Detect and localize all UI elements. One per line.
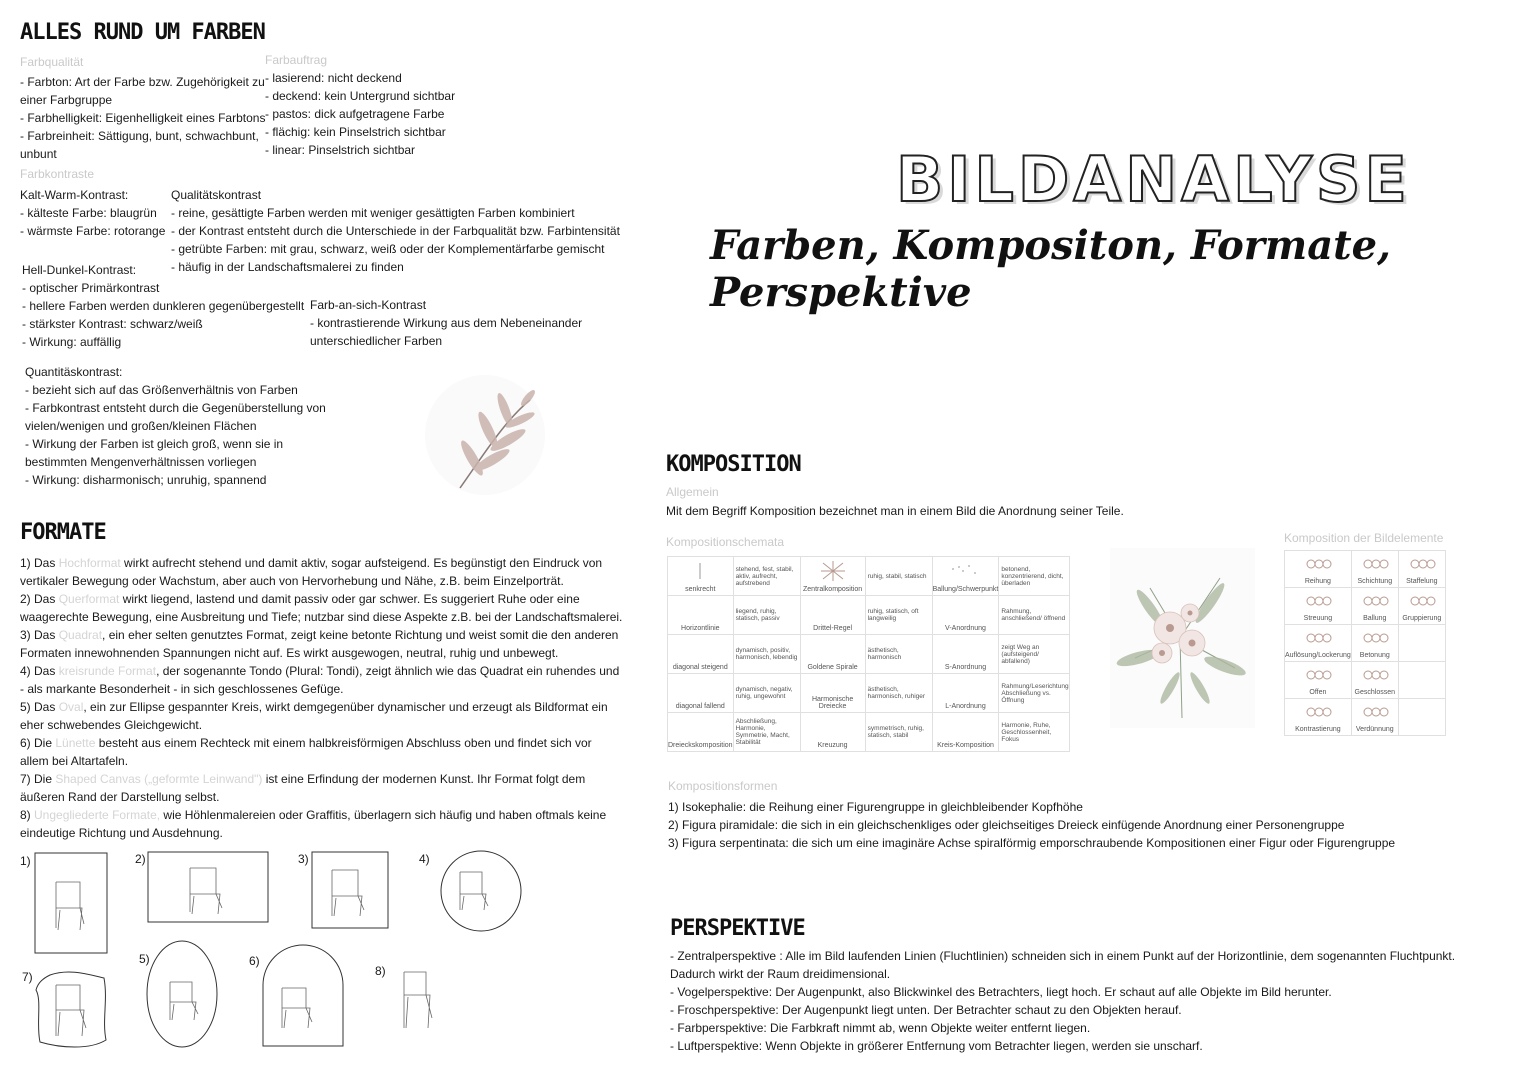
schemata-row [668, 596, 1070, 635]
formate-text-part: , der sogenannte Tondo (Plural: Tondi), zeigt ähnlich wie das Quadrat ein ruhendes und [156, 664, 620, 678]
sketch-label-1: 1) [20, 854, 31, 868]
schema-description [865, 557, 932, 596]
schema-description [733, 596, 800, 635]
bildelement-cell [1285, 699, 1352, 736]
formate-line [20, 752, 622, 770]
schema-cell [668, 635, 734, 674]
schema-cell [800, 713, 865, 752]
sketch-label-8: 8) [375, 964, 386, 978]
bildelemente-row [1285, 551, 1446, 588]
formate-text-part: wirkt liegend, lastend und damit passiv oder gar schwer. Es suggeriert Ruhe oder eine [119, 592, 580, 606]
formate-line [20, 788, 622, 806]
schema-label: ruhig, stabil, statisch [867, 572, 927, 580]
bildelement-cell [1398, 588, 1445, 625]
schema-cell [932, 674, 999, 713]
schema-description [733, 557, 800, 596]
text-line: - Farbhelligkeit: Eigenhelligkeit eines Farbtons [20, 111, 266, 125]
schemata-row [668, 713, 1070, 752]
formate-line [20, 698, 622, 716]
page-title: BILDANALYSE [896, 143, 1411, 216]
formen-text [668, 798, 1395, 852]
schema-label: Kreuzung [817, 742, 848, 749]
format-term: Quadrat [58, 628, 103, 642]
sketch-label-6: 6) [249, 954, 260, 968]
text-line: - bezieht sich auf das Größenverhältnis von Farben [25, 383, 298, 397]
schema-cell [668, 674, 734, 713]
schema-description [999, 635, 1069, 674]
text-line: - flächig: kein Pinselstrich sichtbar [265, 125, 446, 139]
formate-text [20, 554, 622, 842]
bildelemente-title: Komposition der Bildelemente [1284, 531, 1444, 545]
schema-cell [932, 635, 999, 674]
text-line: 1) Isokephalie: die Reihung einer Figurengruppe in gleichbleibender Kopfhöhe [668, 800, 1083, 814]
sketch-label-3: 3) [298, 852, 309, 866]
bildelement-cell [1351, 662, 1398, 699]
formate-line [20, 572, 622, 590]
schema-label: zeigt Weg an (aufsteigend/ abfallend) [1001, 643, 1040, 665]
schema-description [999, 713, 1069, 752]
text-line: - Wirkung der Farben ist gleich groß, wenn sie in [25, 437, 284, 451]
schema-label: diagonal fallend [675, 703, 725, 710]
sketch-label-4: 4) [419, 852, 430, 866]
farbauftrag-text [265, 69, 455, 159]
text-line: - kontrastierende Wirkung aus dem Nebeneinander [310, 316, 583, 330]
sketch-label-7: 7) [22, 970, 33, 984]
text-line: - lasierend: nicht deckend [265, 71, 402, 85]
formate-line [20, 662, 622, 680]
bildelement-label: Offen [1309, 689, 1327, 696]
farbkontraste-title: Farbkontraste [20, 167, 95, 181]
schema-label: Abschließung, Harmonie, Symmetrie, Macht, Stabilität [735, 718, 790, 746]
schema-description [865, 635, 932, 674]
text-line: - Froschperspektive: Der Augenpunkt liegt unten. Der Betrachter schaut zu den Objekten herauf. [670, 1003, 1182, 1017]
formate-text-part: ist eine Erfindung der modernen Kunst. Ihr Format folgt dem [262, 772, 586, 786]
formate-text-part: allem bei Altartafeln. [20, 754, 129, 768]
schema-label: dynamisch, positiv, harmonisch, lebendig [735, 647, 798, 661]
bildelemente-row [1285, 588, 1446, 625]
bildelement-label: Reihung [1304, 578, 1331, 585]
flower-bouquet-icon [1110, 548, 1255, 728]
format-term: Shaped Canvas („geformte Leinwand") [55, 772, 263, 786]
bildelement-label: Ballung [1363, 615, 1387, 622]
schemata-row [668, 635, 1070, 674]
formate-line [20, 806, 622, 824]
text-line: - Wirkung: auffällig [22, 335, 122, 349]
farbauftrag-title: Farbauftrag [265, 53, 328, 67]
schema-description [733, 635, 800, 674]
text-line: einer Farbgruppe [20, 93, 113, 107]
bildelement-cell [1285, 588, 1352, 625]
text-line: Dadurch wirkt der Raum dreidimensional. [670, 967, 891, 981]
bildelement-cell [1351, 551, 1398, 588]
schema-label: Harmonie, Ruhe, Geschlossenheit, Fokus [1001, 721, 1052, 743]
schema-description [999, 596, 1069, 635]
bildelement-cell [1285, 662, 1352, 699]
schema-cell [932, 557, 999, 596]
sketch-label-5: 5) [139, 952, 150, 966]
schema-label: Zentralkomposition [803, 586, 863, 593]
formate-heading: FORMATE [20, 520, 106, 545]
text-line: - häufig in der Landschaftsmalerei zu finden [171, 260, 404, 274]
formate-text-part: 2) Das [20, 592, 59, 606]
formate-text-part: 5) Das [20, 700, 59, 714]
bildelemente-row [1285, 699, 1446, 736]
schema-description [865, 596, 932, 635]
text-line: bestimmten Mengenverhältnissen vorliegen [25, 455, 257, 469]
bildelement-cell [1351, 588, 1398, 625]
schema-cell [668, 557, 734, 596]
formate-text-part: wirkt aufrecht stehend und damit aktiv, sogar aufsteigend. Es begünstigt den Eindruck von [120, 556, 603, 570]
text-line: 3) Figura serpentinata: die sich um eine imaginäre Achse spiralförmig emporschraubende Kompositionen einer Figur oder Figurengruppe [668, 836, 1396, 850]
formate-text-part: äußeren Rand der Darstellung selbst. [20, 790, 220, 804]
bildelement-cell [1398, 625, 1445, 662]
schema-label: Dreieckskomposition [668, 742, 733, 749]
kompositionsschemata-table [667, 556, 1070, 752]
formate-text-part: 3) Das [20, 628, 59, 642]
text-line: - der Kontrast entsteht durch die Unterschiede in der Farbqualität bzw. Farbintensität [171, 224, 620, 238]
schema-label: Horizontlinie [681, 625, 720, 632]
text-line: - reine, gesättigte Farben werden mit weniger gesättigten Farben kombiniert [171, 206, 575, 220]
quantitaetskontrast [25, 363, 326, 489]
schema-cell [668, 596, 734, 635]
formate-text-part: vertikaler Bewegung oder Wachstum, aber auch von Hervorhebung und Nähe, z.B. beim Einzelporträt. [20, 574, 564, 588]
schema-label: Kreis-Komposition [937, 742, 994, 749]
bildelement-label: Verdünnung [1355, 726, 1394, 733]
formate-line [20, 716, 622, 734]
format-term: kreisrunde Format [58, 664, 157, 678]
schema-cell [800, 674, 865, 713]
formate-text-part: - als markante Besonderheit - in sich geschlossenes Gefüge. [20, 682, 344, 696]
formate-line [20, 608, 622, 626]
bildelement-label: Streuung [1303, 615, 1333, 622]
formate-text-part: eher schwebendes Gleichgewicht. [20, 718, 203, 732]
formate-text-part: 8) [20, 808, 35, 822]
kalt-warm-kontrast [20, 186, 165, 240]
text-line: - Farbreinheit: Sättigung, bunt, schwachbunt, [20, 129, 259, 143]
bildelement-cell [1398, 551, 1445, 588]
bildelement-label: Betonung [1359, 652, 1390, 659]
text-line: 2) Figura piramidale: die sich in ein gleichschenkliges oder gleichseitiges Dreieck einfügende Anordnung einer Personengruppe [668, 818, 1345, 832]
schema-cell [800, 596, 865, 635]
formate-text-part: besteht aus einem Rechteck mit einem halbkreisförmigen Abschluss oben und findet sich vor [95, 736, 592, 750]
formate-text-part: 7) Die [20, 772, 56, 786]
text-line: - getrübte Farben: mit grau, schwarz, weiß oder der Komplementärfarbe gemischt [171, 242, 605, 256]
perspektive-heading: PERSPEKTIVE [670, 916, 805, 941]
formate-text-part: , ein eher selten genutztes Format, zeigt keine betonte Richtung und weist somit die den anderen [102, 628, 619, 642]
text-line: - Zentralperspektive : Alle im Bild laufenden Linien (Fluchtlinien) schneiden sich in einem Punkt auf der Horizontlinie, dem sogenannten Fluchtpunkt. [670, 949, 1456, 963]
hell-dunkel-kontrast [22, 261, 304, 351]
bildelement-cell [1285, 625, 1352, 662]
schema-description [865, 713, 932, 752]
farben-heading: ALLES RUND UM FARBEN [20, 20, 265, 45]
text-line: - Luftperspektive: Wenn Objekte in größerer Entfernung vom Betrachter liegen, werden sie unscharf. [670, 1039, 1203, 1053]
schema-label: L-Anordnung [945, 703, 986, 710]
schema-label: betonend, konzentrierend, dicht, überladen [1001, 565, 1064, 587]
bildelement-cell [1398, 662, 1445, 699]
text-line: - Farbperspektive: Die Farbkraft nimmt ab, wenn Objekte weiter entfernt liegen. [670, 1021, 1091, 1035]
formate-text-part: Formaten innewohnenden Spannungen nicht auf. Es wirkt ausgewogen, neutral, ruhig und unbewegt. [20, 646, 559, 660]
formate-text-part: wie Höhlenmalereien oder Graffitis, überlagern sich häufig und haben oftmals keine [160, 808, 607, 822]
format-term: Oval [58, 700, 84, 714]
bildelement-label: Schichtung [1357, 578, 1393, 585]
schema-cell [800, 635, 865, 674]
formate-line [20, 590, 622, 608]
schema-label: Rahmung/Leserichtung Abschließung vs. Öffnung [1001, 682, 1069, 704]
schema-label: symmetrisch, ruhig, statisch, stabil [867, 725, 924, 739]
text-line: Quantitäskontrast: [25, 365, 123, 379]
bildelement-cell [1398, 699, 1445, 736]
bildelement-label: Staffelung [1406, 578, 1438, 585]
text-line: - Farbton: Art der Farbe bzw. Zugehörigkeit zu [20, 75, 265, 89]
bildelement-cell [1351, 699, 1398, 736]
text-line: Farb-an-sich-Kontrast [310, 298, 427, 312]
formate-text-part: 4) Das [20, 664, 59, 678]
formate-text-part: 6) Die [20, 736, 56, 750]
schema-description [733, 713, 800, 752]
allgemein-title: Allgemein [666, 485, 719, 499]
schema-cell [668, 713, 734, 752]
bildelemente-row [1285, 625, 1446, 662]
text-line: - Wirkung: disharmonisch; unruhig, spannend [25, 473, 267, 487]
formate-line [20, 554, 622, 572]
formate-line [20, 734, 622, 752]
text-line: - linear: Pinselstrich sichtbar [265, 143, 416, 157]
farbqualitaet-text [20, 73, 265, 163]
formate-line [20, 770, 622, 788]
schema-label: liegend, ruhig, statisch, passiv [735, 608, 780, 622]
text-line: - stärkster Kontrast: schwarz/weiß [22, 317, 203, 331]
bildelemente-table [1284, 550, 1446, 736]
formate-line [20, 644, 622, 662]
schema-cell [800, 557, 865, 596]
text-line: Hell-Dunkel-Kontrast: [22, 263, 137, 277]
text-line: - pastos: dick aufgetragene Farbe [265, 107, 445, 121]
formate-text-part: , ein zur Ellipse gespannter Kreis, wirkt demgegenüber dynamischer und erzeugt als Bildformat ein [83, 700, 608, 714]
schema-label: Ballung/Schwerpunkt [932, 586, 999, 593]
schema-cell [932, 713, 999, 752]
komposition-heading: KOMPOSITION [666, 452, 801, 477]
schema-label: Drittel-Regel [813, 625, 853, 632]
text-line: - Vogelperspektive: Der Augenpunkt, also Blickwinkel des Betrachters, liegt hoch. Er schaut auf alle Objekte im Bild herunter. [670, 985, 1332, 999]
schema-label: S-Anordnung [944, 664, 987, 671]
bildelement-label: Gruppierung [1402, 615, 1442, 622]
format-term: Lünette [55, 736, 96, 750]
text-line: Kalt-Warm-Kontrast: [20, 188, 129, 202]
schema-label: stehend, fest, stabil, aktiv, aufrecht, aufstrebend [735, 565, 794, 587]
schema-description [999, 674, 1069, 713]
text-line: - Farbkontrast entsteht durch die Gegenüberstellung von [25, 401, 326, 415]
format-term: Querformat [58, 592, 120, 606]
text-line: - optischer Primärkontrast [22, 281, 160, 295]
farb-an-sich-kontrast [310, 296, 582, 350]
schema-label: Rahmung, anschließend/ öffnend [1001, 608, 1066, 622]
formate-text-part: eindeutige Richtung und Ausdehnung. [20, 826, 223, 840]
text-line: unterschiedlicher Farben [310, 334, 443, 348]
bildelement-cell [1351, 625, 1398, 662]
formate-line [20, 824, 622, 842]
schemata-title: Kompositionschemata [666, 535, 785, 549]
text-line: vielen/wenigen und großen/kleinen Flächen [25, 419, 257, 433]
text-line: - kälteste Farbe: blaugrün [20, 206, 157, 220]
sketch-label-2: 2) [135, 852, 146, 866]
text-line: - hellere Farben werden dunkleren gegenübergestellt [22, 299, 305, 313]
bildelement-cell [1285, 551, 1352, 588]
text-line: - wärmste Farbe: rotorange [20, 224, 166, 238]
page-subtitle: Farben, Kompositon, Formate, Perspektive [710, 222, 1391, 316]
formate-text-part: 1) Das [20, 556, 59, 570]
text-line: - deckend: kein Untergrund sichtbar [265, 89, 456, 103]
schema-label: V-Anordnung [945, 625, 986, 632]
schemata-row [668, 674, 1070, 713]
format-term: Ungegliederte Formate, [34, 808, 161, 822]
formate-line [20, 626, 622, 644]
bildelement-label: Auflösung/Lockerung [1285, 652, 1351, 659]
formate-text-part: waagerechte Bewegung, eine Ausbreitung und Tiefe; nutzbar sind diese Aspekte z.B. bei der Landschaftsmalerei. [20, 610, 623, 624]
formate-line [20, 680, 622, 698]
leaf-branch-icon [420, 370, 550, 500]
schema-label: ästhetisch, harmonisch, ruhiger [867, 686, 926, 700]
schemata-row [668, 557, 1070, 596]
schema-label: ruhig, statisch, oft langweilig [867, 608, 919, 622]
format-term: Hochformat [58, 556, 121, 570]
schema-label: dynamisch, negativ, ruhig, ungewohnt [735, 686, 793, 700]
formen-title: Kompositionsformen [668, 779, 778, 793]
schema-cell [932, 596, 999, 635]
text-line: Qualitätskontrast [171, 188, 262, 202]
schema-label: senkrecht [685, 586, 716, 593]
text-line: unbunt [20, 147, 57, 161]
allgemein-text: Mit dem Begriff Komposition bezeichnet man in einem Bild die Anordnung seiner Teile. [666, 504, 1124, 518]
bildelement-label: Kontrastierung [1295, 726, 1341, 733]
schema-description [999, 557, 1069, 596]
perspektive-text [670, 947, 1455, 1055]
bildelement-label [1399, 733, 1445, 735]
schema-label: diagonal steigend [672, 664, 728, 671]
bildelemente-row [1285, 662, 1446, 699]
schema-label: Goldene Spirale [807, 664, 858, 671]
schema-label: ästhetisch, harmonisch [867, 647, 902, 661]
schema-label: Harmonische Dreiecke [811, 696, 854, 710]
bildelement-label: Geschlossen [1354, 689, 1396, 696]
schema-description [733, 674, 800, 713]
schema-description [865, 674, 932, 713]
farbqualitaet-title: Farbqualität [20, 55, 84, 69]
